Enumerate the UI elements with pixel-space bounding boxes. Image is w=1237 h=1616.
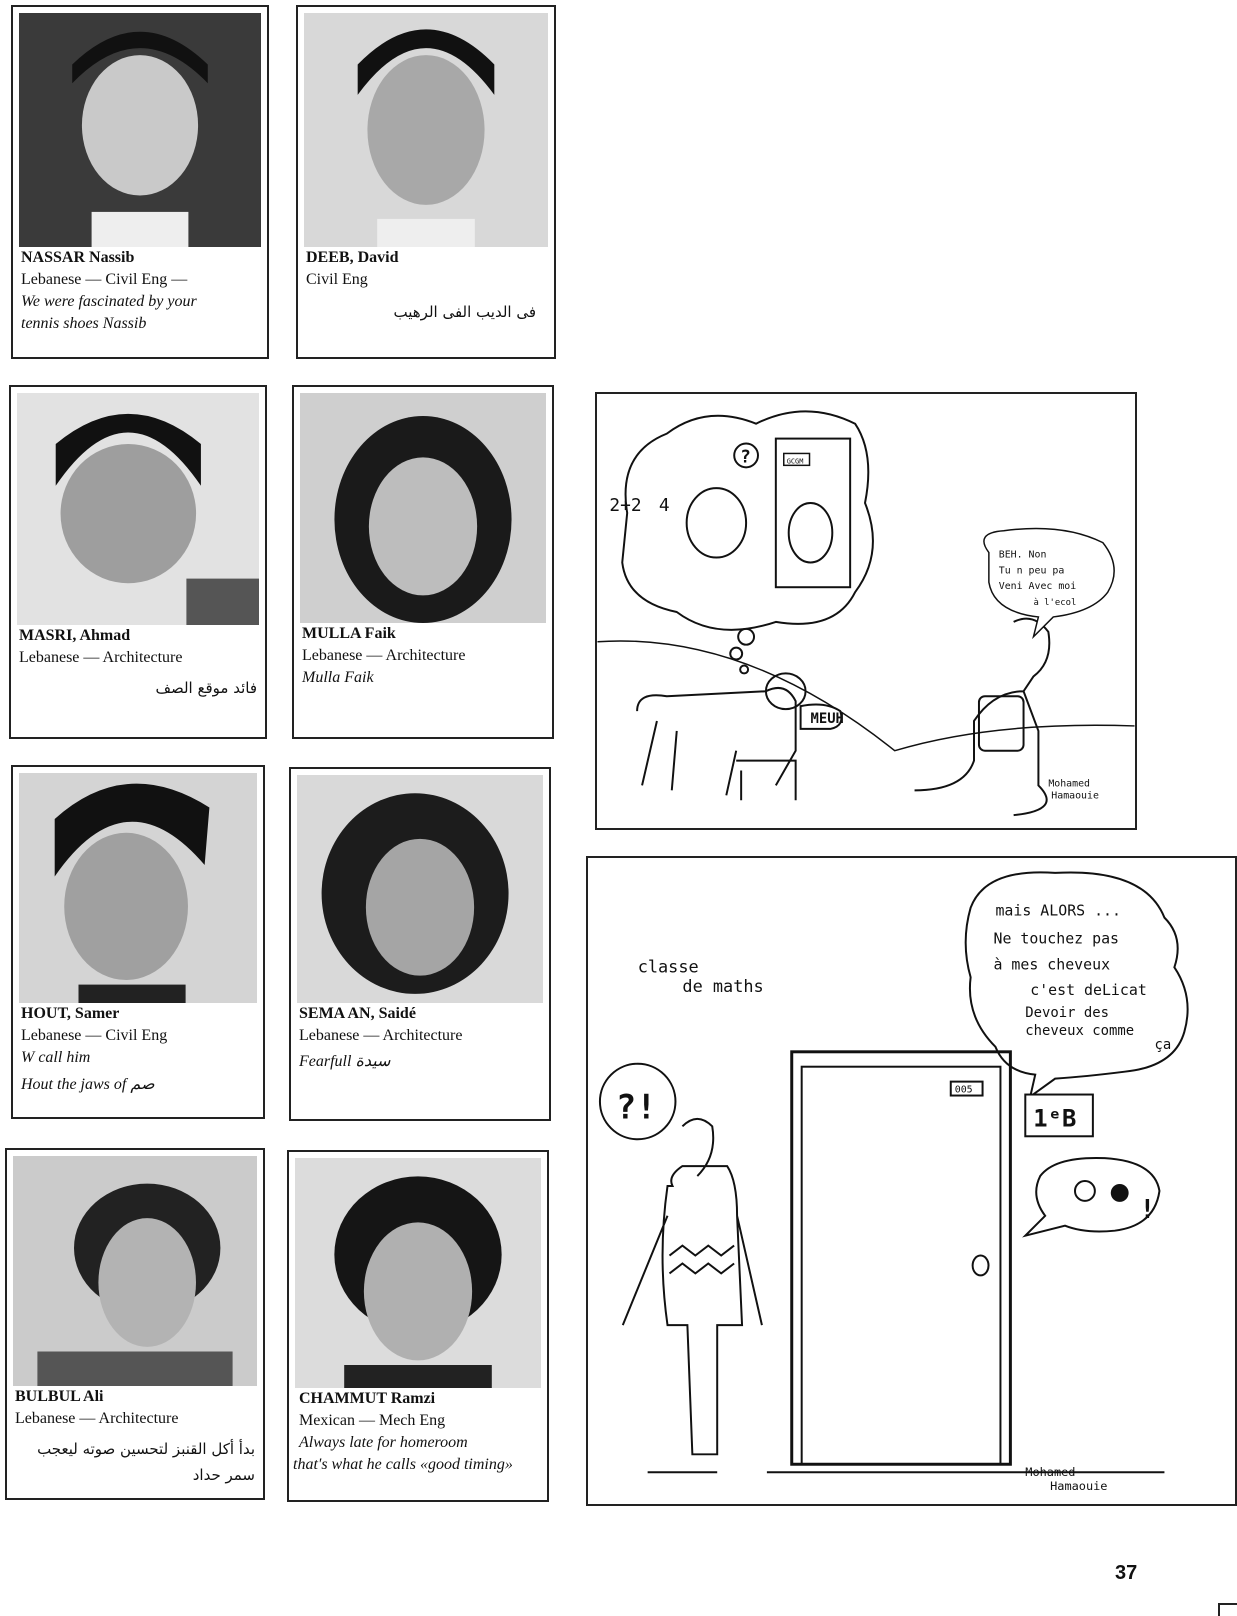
student-detail: Lebanese — Civil Eng [21,1027,168,1044]
student-quote-line: Mulla Faik [302,669,374,686]
portrait-photo [297,775,543,1003]
student-quote-line: We were fascinated by your [21,293,197,310]
classe-title: de maths [682,976,764,997]
moo-text: MEUH [810,710,844,727]
signature-line: Hamaouie [1050,1479,1108,1494]
student-detail: Lebanese — Architecture [15,1410,179,1427]
student-name: HOUT, Samer [21,1005,120,1022]
speech-line: BEH. Non [998,549,1047,561]
student-name: NASSAR Nassib [21,249,135,266]
speech-line: ça [1154,1036,1172,1053]
student-card-semaan [289,767,551,1121]
student-card-bulbul [5,1148,265,1500]
student-card-mulla [292,385,554,739]
crop-mark [1218,1603,1237,1616]
door-sign-text: GCGM [786,457,804,466]
student-quote-line: that's what he calls «good timing» [293,1456,513,1473]
student-detail: Lebanese — Architecture [299,1027,463,1044]
student-arabic-caption: بدأ أكل القنبز لتحسين صوته ليعجب سمر حداد [37,1440,255,1484]
answer-text: 4 [658,494,670,516]
classe-title: classe [637,956,699,977]
page-number: 37 [1115,1562,1138,1584]
portrait-photo [300,393,546,623]
speech-line: à mes cheveux [993,955,1111,974]
svg-text:?: ? [740,446,751,468]
confused-text: ?! [615,1087,657,1127]
student-card-nassar [11,5,269,359]
portrait-photo [13,1156,257,1386]
student-quote-line: Always late for homeroom [299,1434,468,1451]
student-card-chammut [287,1150,549,1502]
signature-line: Mohamed [1025,1465,1076,1480]
student-quote-line: W call him [21,1049,91,1066]
speech-line: mais ALORS ... [995,901,1121,920]
classroom-door [792,1052,1011,1464]
student-detail: Lebanese — Architecture [19,649,183,666]
student-name: MASRI, Ahmad [19,627,131,644]
door-number-text: 005 [954,1084,973,1096]
portrait-photo [19,773,257,1003]
student-name: MULLA Faik [302,625,396,642]
speech-line: à l'ecol [1033,598,1077,609]
student-name: CHAMMUT Ramzi [299,1390,436,1407]
portrait-photo [304,13,548,247]
student-card-deeb [296,5,556,359]
signature-line: Hamaouie [1051,790,1099,802]
speech-line: Ne touchez pas [993,929,1120,948]
boy-drawing [915,619,1050,816]
student-detail: Mexican — Mech Eng [299,1412,446,1429]
student-card-hout [11,765,265,1119]
portrait-photo [17,393,259,625]
portrait-photo [19,13,261,247]
speech-line: Tu n peu pa [998,565,1065,577]
student-arabic-caption: فائد موقع الصف [155,679,257,697]
cartoon-classe-de-maths [586,856,1237,1506]
student-card-masri [9,385,267,739]
student-quote-line: tennis shoes Nassib [21,315,147,332]
signature-line: Mohamed [1048,778,1091,790]
student-quote-line: Fearfull سيدة [299,1053,391,1070]
speech-line: c'est deLicat [1030,981,1147,1000]
student-arabic-caption: فى الديب الفى الرهيب [393,303,536,321]
student-quote-line: Hout the jaws of صم [21,1076,155,1093]
student-detail: Civil Eng [306,271,368,288]
student-name: SEMA AN, Saidé [299,1005,416,1022]
student-detail: Lebanese — Architecture [302,647,466,664]
speech-line: Veni Avec moi [998,581,1077,593]
boy-drawing [623,1119,762,1454]
svg-text:!: ! [1139,1194,1156,1225]
speech-line: cheveux comme [1025,1022,1135,1039]
student-name: DEEB, David [306,249,399,266]
student-name: BULBUL Ali [15,1388,104,1405]
portrait-photo [295,1158,541,1388]
math-text: 2+2 [609,494,642,516]
class-sign-text: 1ᵉB [1033,1104,1077,1133]
student-detail: Lebanese — Civil Eng — [21,271,188,288]
speech-line: Devoir des [1025,1005,1110,1022]
cartoon-cow-dream [595,392,1137,830]
